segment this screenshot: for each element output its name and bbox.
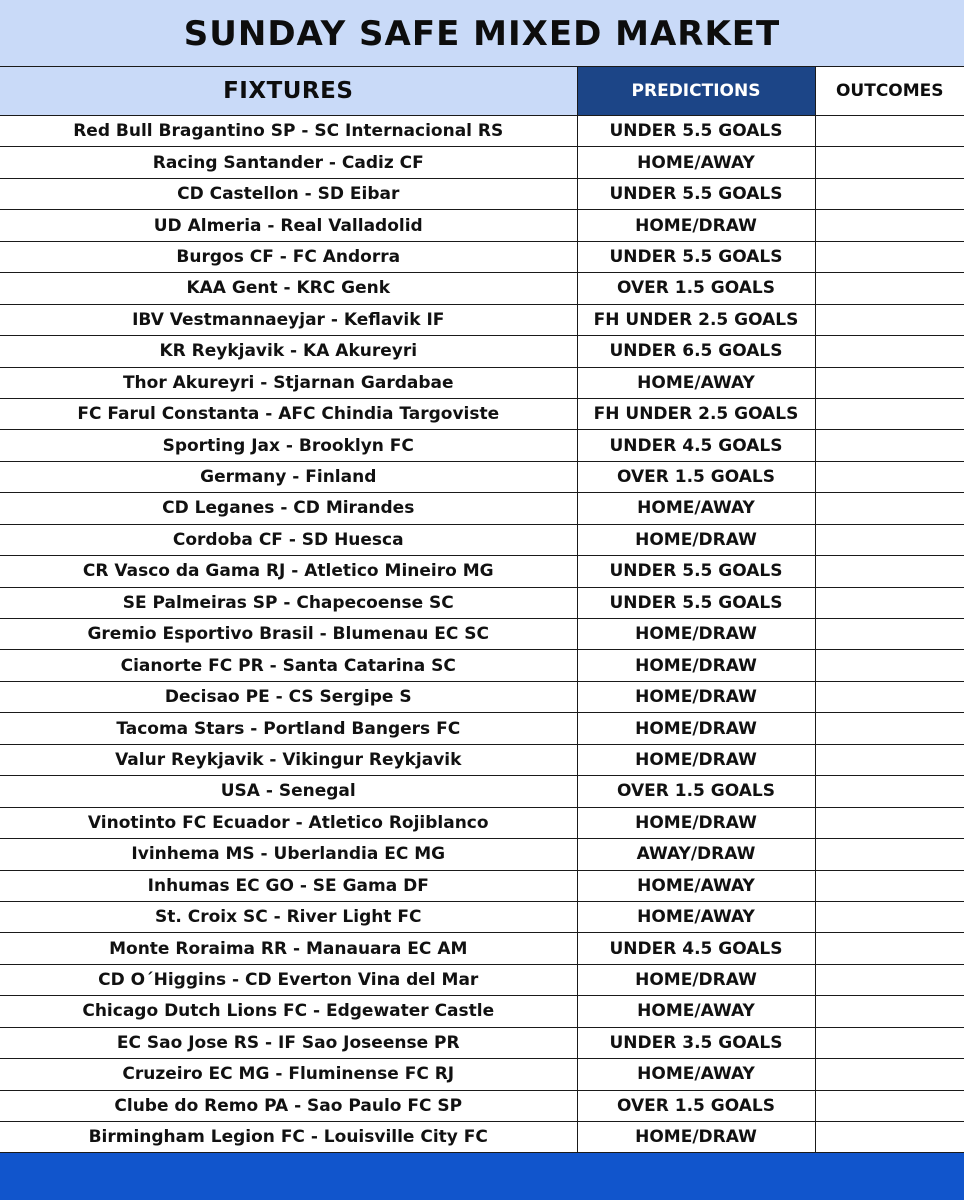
table-row	[0, 430, 964, 461]
fixture-cell: Racing Santander - Cadiz CF	[0, 147, 577, 178]
prediction-cell: HOME/DRAW	[577, 524, 815, 555]
outcome-cell	[815, 1122, 964, 1153]
outcome-cell	[815, 870, 964, 901]
table-row	[0, 210, 964, 241]
fixture-cell: CR Vasco da Gama RJ - Atletico Mineiro MG	[0, 556, 577, 587]
prediction-cell: HOME/AWAY	[577, 996, 815, 1027]
table-row	[0, 398, 964, 429]
fixture-cell: USA - Senegal	[0, 776, 577, 807]
prediction-cell: UNDER 3.5 GOALS	[577, 1027, 815, 1058]
outcome-cell	[815, 556, 964, 587]
outcome-cell	[815, 1027, 964, 1058]
prediction-cell: OVER 1.5 GOALS	[577, 461, 815, 492]
table-row	[0, 178, 964, 209]
table-body	[0, 116, 964, 1153]
outcome-cell	[815, 241, 964, 272]
fixture-cell: UD Almeria - Real Valladolid	[0, 210, 577, 241]
outcome-cell	[815, 178, 964, 209]
prediction-cell: HOME/AWAY	[577, 870, 815, 901]
prediction-cell: OVER 1.5 GOALS	[577, 1090, 815, 1121]
table-row	[0, 241, 964, 272]
fixture-cell: Burgos CF - FC Andorra	[0, 241, 577, 272]
prediction-cell: UNDER 5.5 GOALS	[577, 556, 815, 587]
fixture-cell: Cruzeiro EC MG - Fluminense FC RJ	[0, 1059, 577, 1090]
prediction-cell: HOME/DRAW	[577, 681, 815, 712]
table-row	[0, 839, 964, 870]
prediction-cell: HOME/AWAY	[577, 367, 815, 398]
predictions-table	[0, 66, 964, 1153]
outcome-cell	[815, 210, 964, 241]
prediction-cell: FH UNDER 2.5 GOALS	[577, 304, 815, 335]
outcome-cell	[815, 493, 964, 524]
table-row	[0, 776, 964, 807]
prediction-cell: OVER 1.5 GOALS	[577, 273, 815, 304]
fixture-cell: Decisao PE - CS Sergipe S	[0, 681, 577, 712]
outcome-cell	[815, 367, 964, 398]
prediction-cell: UNDER 5.5 GOALS	[577, 587, 815, 618]
prediction-cell: UNDER 5.5 GOALS	[577, 241, 815, 272]
outcome-cell	[815, 713, 964, 744]
fixture-cell: Germany - Finland	[0, 461, 577, 492]
fixture-cell: Inhumas EC GO - SE Gama DF	[0, 870, 577, 901]
header-row	[0, 67, 964, 116]
prediction-cell: HOME/DRAW	[577, 964, 815, 995]
fixture-cell: Cordoba CF - SD Huesca	[0, 524, 577, 555]
fixture-cell: SE Palmeiras SP - Chapecoense SC	[0, 587, 577, 618]
outcome-cell	[815, 681, 964, 712]
fixture-cell: St. Croix SC - River Light FC	[0, 901, 577, 932]
prediction-cell: HOME/DRAW	[577, 650, 815, 681]
prediction-cell: HOME/DRAW	[577, 713, 815, 744]
table-row	[0, 713, 964, 744]
prediction-cell: UNDER 5.5 GOALS	[577, 178, 815, 209]
table-row	[0, 367, 964, 398]
fixtures-header: FIXTURES	[0, 67, 577, 116]
fixture-cell: Monte Roraima RR - Manauara EC AM	[0, 933, 577, 964]
fixture-cell: Birmingham Legion FC - Louisville City FC	[0, 1122, 577, 1153]
prediction-cell: HOME/DRAW	[577, 807, 815, 838]
footer-bar	[0, 1153, 964, 1200]
table-row	[0, 273, 964, 304]
prediction-cell: UNDER 5.5 GOALS	[577, 116, 815, 147]
fixture-cell: CD Castellon - SD Eibar	[0, 178, 577, 209]
table-row	[0, 681, 964, 712]
fixture-cell: Cianorte FC PR - Santa Catarina SC	[0, 650, 577, 681]
prediction-cell: UNDER 4.5 GOALS	[577, 933, 815, 964]
outcome-cell	[815, 839, 964, 870]
fixture-cell: KR Reykjavik - KA Akureyri	[0, 336, 577, 367]
prediction-cell: OVER 1.5 GOALS	[577, 776, 815, 807]
outcome-cell	[815, 807, 964, 838]
outcome-cell	[815, 336, 964, 367]
table-row	[0, 650, 964, 681]
table-row	[0, 901, 964, 932]
prediction-cell: HOME/AWAY	[577, 147, 815, 178]
table-row	[0, 1122, 964, 1153]
fixture-cell: Gremio Esportivo Brasil - Blumenau EC SC	[0, 619, 577, 650]
table-row	[0, 1090, 964, 1121]
table-row	[0, 493, 964, 524]
prediction-cell: FH UNDER 2.5 GOALS	[577, 398, 815, 429]
outcome-cell	[815, 116, 964, 147]
table-row	[0, 1027, 964, 1058]
outcome-cell	[815, 964, 964, 995]
outcome-cell	[815, 1090, 964, 1121]
table-row	[0, 116, 964, 147]
prediction-cell: AWAY/DRAW	[577, 839, 815, 870]
outcome-cell	[815, 619, 964, 650]
fixture-cell: KAA Gent - KRC Genk	[0, 273, 577, 304]
fixture-cell: IBV Vestmannaeyjar - Keflavik IF	[0, 304, 577, 335]
prediction-cell: HOME/AWAY	[577, 493, 815, 524]
fixture-cell: Thor Akureyri - Stjarnan Gardabae	[0, 367, 577, 398]
prediction-cell: HOME/DRAW	[577, 744, 815, 775]
outcome-cell	[815, 147, 964, 178]
table-row	[0, 304, 964, 335]
outcome-cell	[815, 461, 964, 492]
fixture-cell: CD O´Higgins - CD Everton Vina del Mar	[0, 964, 577, 995]
fixture-cell: EC Sao Jose RS - IF Sao Joseense PR	[0, 1027, 577, 1058]
prediction-cell: UNDER 4.5 GOALS	[577, 430, 815, 461]
fixture-cell: Clube do Remo PA - Sao Paulo FC SP	[0, 1090, 577, 1121]
outcome-cell	[815, 587, 964, 618]
table-row	[0, 147, 964, 178]
outcome-cell	[815, 273, 964, 304]
outcome-cell	[815, 524, 964, 555]
outcome-cell	[815, 304, 964, 335]
prediction-cell: HOME/AWAY	[577, 1059, 815, 1090]
table-row	[0, 1059, 964, 1090]
table-row	[0, 619, 964, 650]
table-row	[0, 933, 964, 964]
outcome-cell	[815, 430, 964, 461]
outcome-cell	[815, 901, 964, 932]
table-row	[0, 587, 964, 618]
outcome-cell	[815, 650, 964, 681]
table-row	[0, 744, 964, 775]
table-row	[0, 336, 964, 367]
fixture-cell: Ivinhema MS - Uberlandia EC MG	[0, 839, 577, 870]
page-title: SUNDAY SAFE MIXED MARKET	[183, 13, 781, 54]
outcome-cell	[815, 398, 964, 429]
fixture-cell: Valur Reykjavik - Vikingur Reykjavik	[0, 744, 577, 775]
fixture-cell: Red Bull Bragantino SP - SC Internacional RS	[0, 116, 577, 147]
fixture-cell: FC Farul Constanta - AFC Chindia Targoviste	[0, 398, 577, 429]
fixture-cell: Chicago Dutch Lions FC - Edgewater Castle	[0, 996, 577, 1027]
table-row	[0, 461, 964, 492]
prediction-cell: UNDER 6.5 GOALS	[577, 336, 815, 367]
table-row	[0, 556, 964, 587]
outcomes-header: OUTCOMES	[815, 67, 964, 116]
table-row	[0, 524, 964, 555]
fixture-cell: Sporting Jax - Brooklyn FC	[0, 430, 577, 461]
fixture-cell: Tacoma Stars - Portland Bangers FC	[0, 713, 577, 744]
title-banner	[0, 0, 964, 67]
prediction-cell: HOME/DRAW	[577, 210, 815, 241]
table-row	[0, 964, 964, 995]
fixture-cell: Vinotinto FC Ecuador - Atletico Rojiblanco	[0, 807, 577, 838]
fixture-cell: CD Leganes - CD Mirandes	[0, 493, 577, 524]
outcome-cell	[815, 933, 964, 964]
table-row	[0, 870, 964, 901]
outcome-cell	[815, 996, 964, 1027]
prediction-cell: HOME/DRAW	[577, 619, 815, 650]
outcome-cell	[815, 1059, 964, 1090]
prediction-cell: HOME/DRAW	[577, 1122, 815, 1153]
table-row	[0, 807, 964, 838]
predictions-header: PREDICTIONS	[577, 67, 815, 116]
prediction-cell: HOME/AWAY	[577, 901, 815, 932]
outcome-cell	[815, 776, 964, 807]
table-row	[0, 996, 964, 1027]
outcome-cell	[815, 744, 964, 775]
